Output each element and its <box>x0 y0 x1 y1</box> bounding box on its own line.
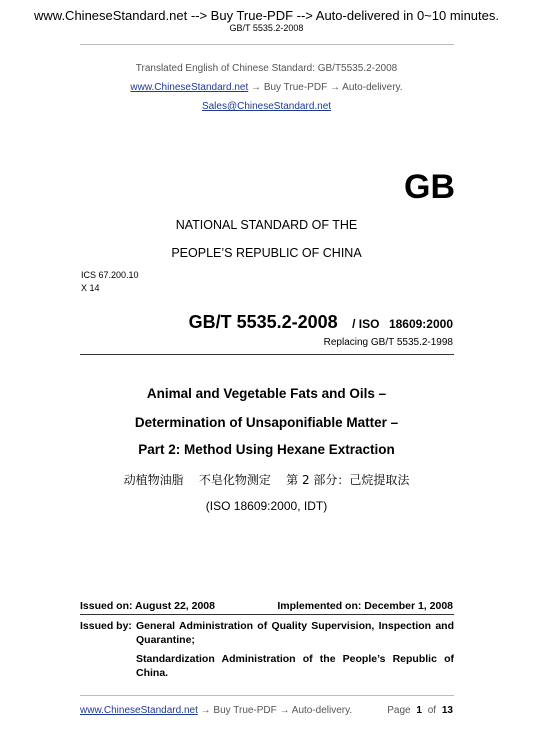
site-link[interactable]: www.ChineseStandard.net <box>130 82 249 93</box>
issued-date: Issued on: August 22, 2008 <box>80 600 215 612</box>
implemented-date: Implemented on: December 1, 2008 <box>277 600 453 612</box>
iso-number: 18609:2000 <box>388 317 453 331</box>
x-code: X 14 <box>81 283 100 293</box>
page-indicator <box>387 705 453 716</box>
ics-code: ICS 67.200.10 <box>81 270 139 280</box>
issuing-org-1a: General Administration of Quality Supervision, Inspection and <box>136 620 454 632</box>
title-line-1: Animal and Vegetable Fats and Oils – <box>146 386 387 401</box>
header-top-line: www.ChineseStandard.net --> Buy True-PDF --> Auto-delivered in 0~10 minutes. <box>34 8 499 23</box>
standard-number: GB/T 5535.2-2008 <box>188 312 338 332</box>
issuing-org-2a: Standardization Administration of the People’s Republic of <box>136 653 454 665</box>
footer-site-tail: → Buy True-PDF → Auto-delivery. <box>197 705 353 716</box>
footer-link-line <box>80 705 352 716</box>
header-divider <box>80 44 454 45</box>
header-doc-id: GB/T 5535.2-2008 <box>229 23 304 33</box>
chinese-title: 动植物油脂 不皂化物测定 第 2 部分：己烷提取法 <box>123 473 410 487</box>
page-of: of <box>427 705 437 716</box>
footer-divider <box>80 695 454 696</box>
issuing-org-1b: Quarantine; <box>136 634 195 646</box>
iso-reference: (ISO 18609:2000, IDT) <box>205 499 328 513</box>
standard-number-line <box>189 312 453 333</box>
intro-link-line <box>0 82 533 93</box>
dates-divider <box>80 614 454 615</box>
title-line-3: Part 2: Method Using Hexane Extraction <box>138 442 395 457</box>
national-line-2: PEOPLE’S REPUBLIC OF CHINA <box>171 246 362 260</box>
email-link[interactable]: Sales@ChineseStandard.net <box>201 101 332 112</box>
site-link-tail: → Buy True-PDF → Auto-delivery. <box>248 82 403 93</box>
footer-site-link[interactable]: www.ChineseStandard.net <box>80 705 198 716</box>
translated-note: Translated English of Chinese Standard: GB/T5535.2-2008 <box>135 63 398 74</box>
gb-logo: GB <box>404 168 455 206</box>
national-line-1: NATIONAL STANDARD OF THE <box>175 218 358 232</box>
title-line-2: Determination of Unsaponifiable Matter – <box>134 415 399 430</box>
iso-separator: / ISO <box>352 317 380 331</box>
standard-divider <box>80 354 454 355</box>
issuing-org-2b: China. <box>136 667 169 679</box>
email-line <box>0 101 533 112</box>
page-number: 1 <box>416 705 422 716</box>
page-label: Page <box>387 705 411 716</box>
issued-by-label: Issued by: <box>80 620 132 632</box>
replacing-note: Replacing GB/T 5535.2-1998 <box>323 337 453 348</box>
page-total: 13 <box>441 705 453 716</box>
